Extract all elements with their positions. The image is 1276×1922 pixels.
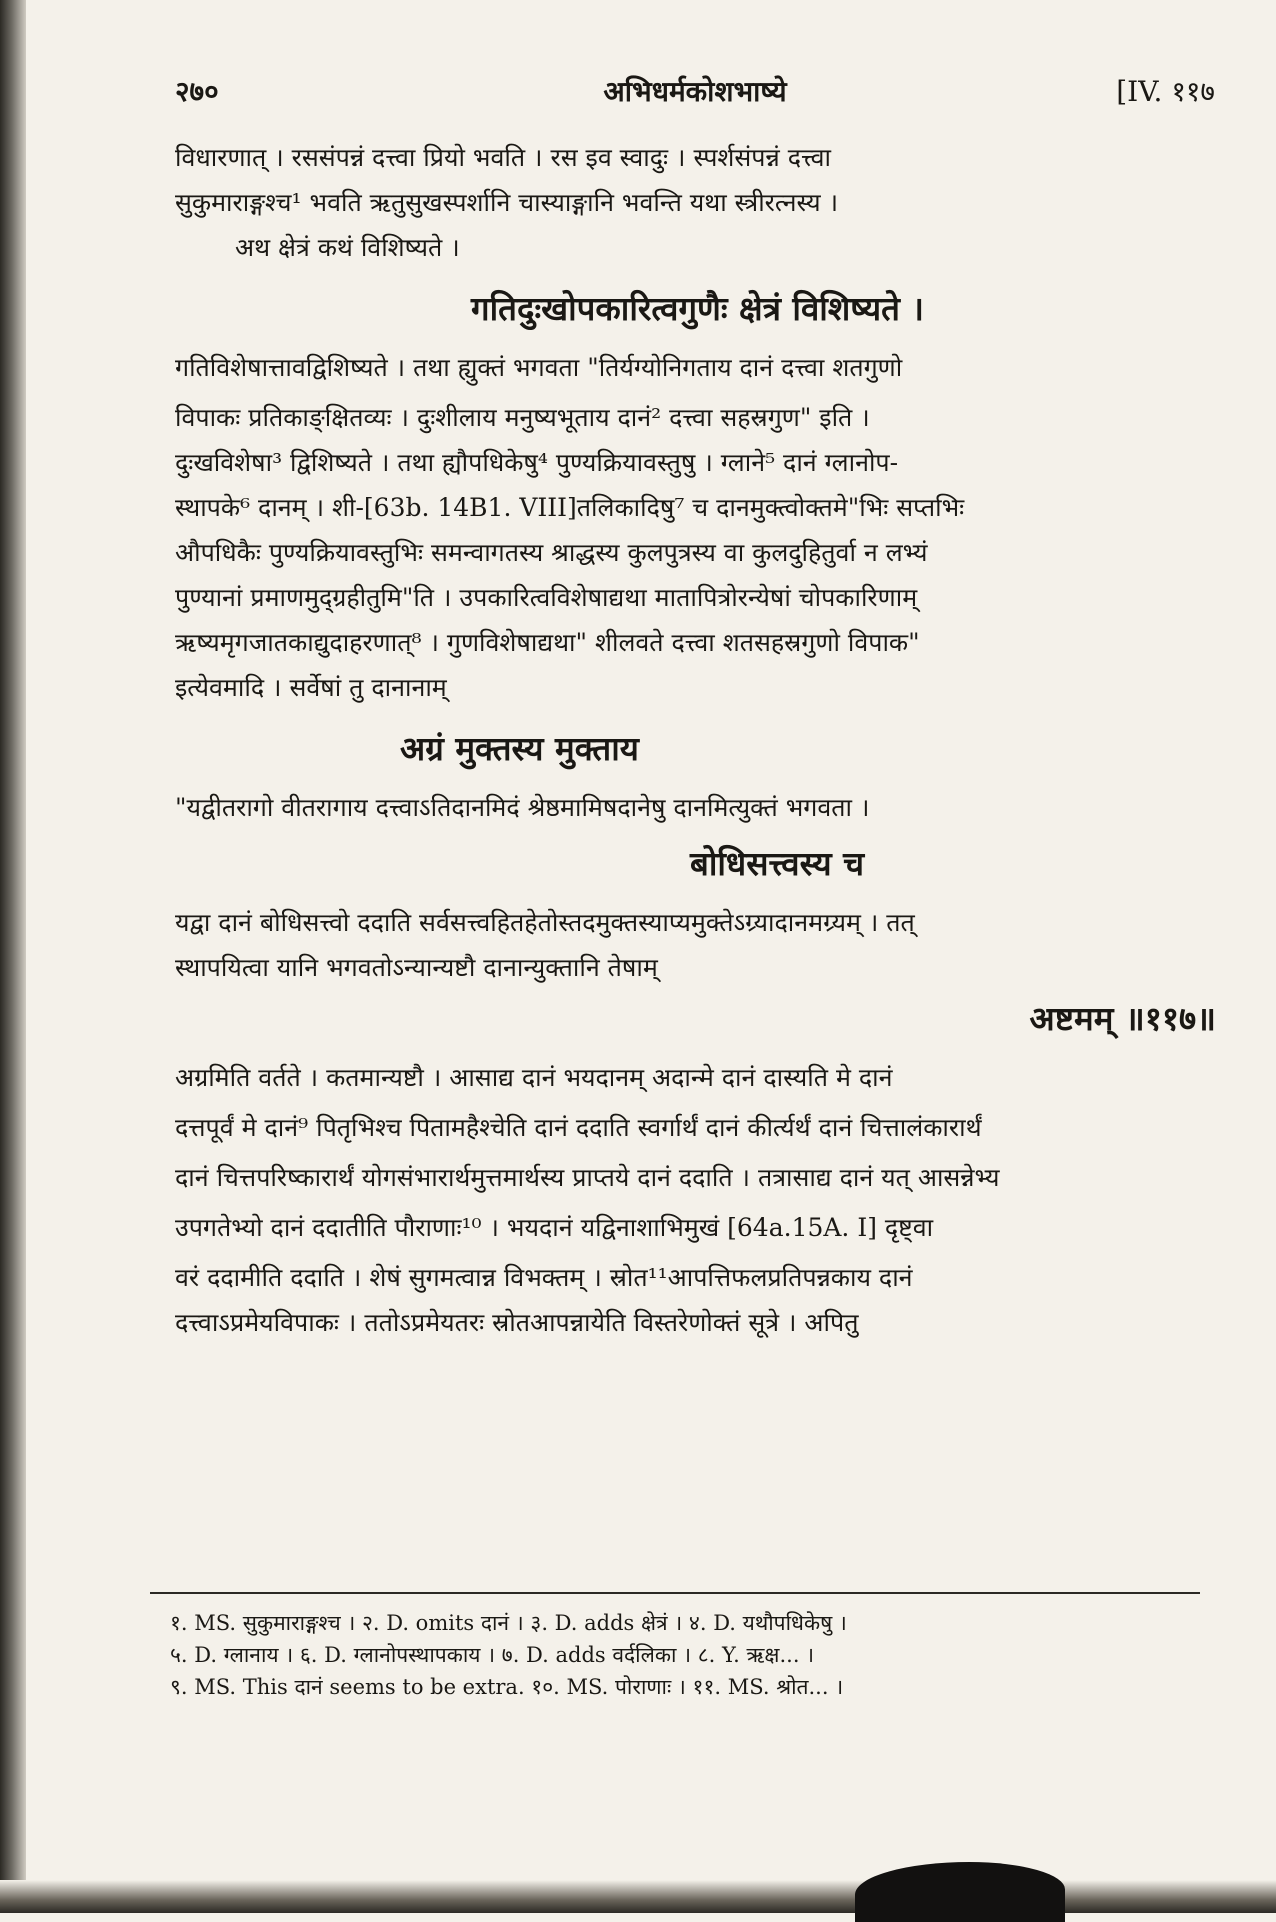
text-line-19: वरं ददामीति ददाति । शेषं सुगमत्वान्न विभक्तम् । स्रोत¹¹आपत्तिफलप्रतिपन्नकाय दानं (175, 1263, 913, 1292)
text-line-17: दानं चित्तपरिष्कारार्थं योगसंभारार्थमुत्तमार्थस्य प्राप्तये दानं ददाति । तत्रासाद्य दानं यत् आसन्नेभ्य (175, 1163, 1000, 1192)
page-bottom-edge (0, 1880, 1276, 1913)
text-line-14: स्थापयित्वा यानि भगवतोऽन्यान्यष्टौ दानान्युक्तानि तेषाम् (175, 953, 658, 982)
text-line-7: स्थापके⁶ दानम् । शी-[63b. 14B1. VIII]तलिकादिषु⁷ च दानमुक्त्वोक्तमे"भिः सप्तभिः (175, 493, 965, 522)
running-header (175, 72, 1215, 122)
footnote-row-2: ५. D. ग्लानाय । ६. D. ग्लानोपस्थापकाय । ७. D. adds वर्दलिका । ८. Y. ऋक्ष... । (170, 1643, 815, 1667)
text-line-12: "यद्वीतरागो वीतरागाय दत्त्वाऽतिदानमिदं श्रेष्ठमामिषदानेषु दानमित्युक्तं भगवता । (175, 793, 870, 822)
text-line-16: दत्तपूर्वं मे दानं⁹ पितृभिश्च पितामहैश्चेति दानं ददाति स्वर्गार्थं दानं कीर्त्यर्थं दानं चित्तालंकारार्थं (175, 1113, 982, 1142)
karika-2: अग्रं मुक्तस्य मुक्ताय (400, 729, 639, 768)
footnote-rule (150, 1592, 1200, 1594)
karika-1: गतिदुःखोपकारित्वगुणैः क्षेत्रं विशिष्यते । (471, 289, 924, 328)
text-line-6: दुःखविशेषा³ द्विशिष्यते । तथा ह्यौपधिकेषु⁴ पुण्यक्रियावस्तुषु । ग्लाने⁵ दानं ग्लानोप- (175, 448, 899, 477)
verse-reference: [IV. ११७ (1116, 75, 1215, 108)
text-line-4: गतिविशेषात्तावद्विशिष्यते । तथा ह्युक्तं भगवता "तिर्यग्योनिगताय दानं दत्त्वा शतगुणो (175, 353, 903, 382)
text-line-10: ऋष्यमृगजातकाद्युदाहरणात्⁸ । गुणविशेषाद्यथा" शीलवते दत्त्वा शतसहस्रगुणो विपाक" (175, 628, 920, 657)
text-line-8: औपधिकैः पुण्यक्रियावस्तुभिः समन्वागतस्य श्राद्धस्य कुलपुत्रस्य वा कुलदुहितुर्वा न लभ्यं (175, 538, 928, 567)
text-line-20: दत्त्वाऽप्रमेयविपाकः । ततोऽप्रमेयतरः स्रोतआपन्नायेति विस्तरेणोक्तं सूत्रे । अपितु (175, 1308, 859, 1337)
text-line-11: इत्येवमादि । सर्वेषां तु दानानाम् (175, 673, 447, 702)
text-line-18: उपगतेभ्यो दानं ददातीति पौराणाः¹⁰ । भयदानं यद्विनाशाभिमुखं [64a.15A. I] दृष्ट्वा (175, 1213, 934, 1242)
ink-blot (855, 1862, 1065, 1922)
footnote-row-1: १. MS. सुकुमाराङ्गश्च । २. D. omits दानं । ३. D. adds क्षेत्रं । ४. D. यथौपधिकेषु । (170, 1611, 847, 1635)
text-line-9: पुण्यानां प्रमाणमुद्ग्रहीतुमि"ति । उपकारित्वविशेषाद्यथा मातापित्रोरन्येषां चोपकारिणाम् (175, 583, 918, 612)
text-line-1: विधारणात् । रससंपन्नं दत्त्वा प्रियो भवति । रस इव स्वादुः । स्पर्शसंपन्नं दत्त्वा (175, 143, 831, 172)
karika-3: बोधिसत्त्वस्य च (690, 844, 865, 883)
page-number: २७० (175, 75, 219, 108)
text-line-2: सुकुमाराङ्गश्च¹ भवति ऋतुसुखस्पर्शानि चास्याङ्गानि भवन्ति यथा स्त्रीरत्नस्य । (175, 188, 839, 217)
text-line-15: अग्रमिति वर्तते । कतमान्यष्टौ । आसाद्य दानं भयदानम् अदान्मे दानं दास्यति मे दानं (175, 1063, 893, 1092)
text-line-13: यद्वा दानं बोधिसत्त्वो ददाति सर्वसत्त्वहितहेतोस्तदमुक्तस्याप्यमुक्तेऽग्र्यादानमग्र्यम् । तत् (175, 908, 915, 937)
text-line-5: विपाकः प्रतिकाङ्क्षितव्यः । दुःशीलाय मनुष्यभूताय दानं² दत्त्वा सहस्रगुण" इति । (175, 403, 870, 432)
running-title: अभिधर्मकोशभाष्ये (603, 75, 787, 108)
karika-4: अष्टमम् ॥११७॥ (1029, 999, 1216, 1038)
text-line-3: अथ क्षेत्रं कथं विशिष्यते । (235, 233, 460, 262)
footnote-row-3: ९. MS. This दानं seems to be extra. १०. MS. पोराणाः । ११. MS. श्रोत... । (170, 1675, 844, 1699)
